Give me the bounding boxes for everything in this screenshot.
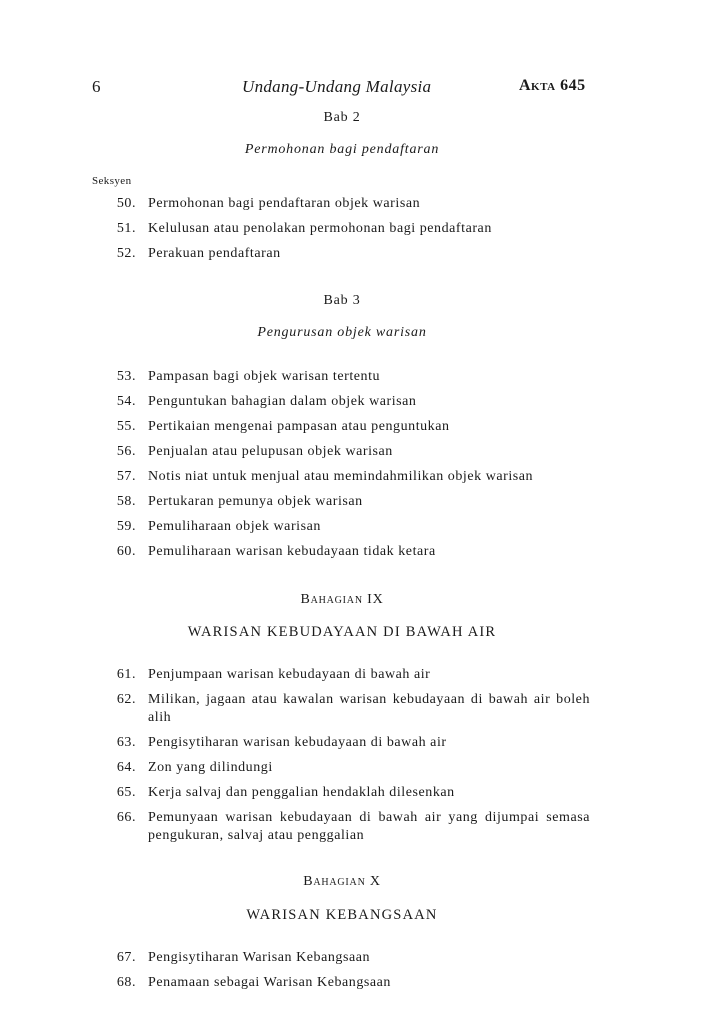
section-title: Pertikaian mengenai pampasan atau penguntukan [148,419,450,434]
section-number: 54. [116,394,136,409]
section-number: 57. [116,469,136,484]
section-number: 62. [116,692,136,707]
section-title: Penjumpaan warisan kebudayaan di bawah air [148,667,431,682]
bab-3-title: Pengurusan objek warisan [257,325,427,340]
bahagian-x-title: WARISAN KEBANGSAAN [246,907,438,923]
section-title: Perakuan pendaftaran [148,246,281,261]
header-title: Undang-Undang Malaysia [242,77,432,96]
section-title: Pemuliharaan objek warisan [148,519,321,534]
section-title: Pampasan bagi objek warisan tertentu [148,369,381,384]
bab-2-heading: Bab 2 [323,110,361,125]
section-number: 59. [116,519,136,534]
section-title: Zon yang dilindungi [148,760,273,775]
section-number: 56. [116,444,136,459]
bahagian-x-heading: Bahagian X [303,874,381,889]
section-number: 66. [116,810,136,825]
section-title: Penamaan sebagai Warisan Kebangsaan [148,975,391,990]
section-title: Pengisytiharan warisan kebudayaan di bawah air [148,735,447,750]
section-title: Pertukaran pemunya objek warisan [148,494,363,509]
section-title: Milikan, jagaan atau kawalan warisan kebudayaan di bawah air boleh alih [148,692,590,725]
bahagian-ix-title: WARISAN KEBUDAYAAN DI BAWAH AIR [187,624,497,640]
section-number: 60. [116,544,136,559]
section-number: 50. [116,196,136,211]
section-number: 53. [116,369,136,384]
section-title: Pengisytiharan Warisan Kebangsaan [148,950,371,965]
section-number: 55. [116,419,136,434]
section-title: Notis niat untuk menjual atau memindahmilikan objek warisan [148,469,534,484]
section-number: 51. [116,221,136,236]
seksyen-column-label: Seksyen [92,175,132,187]
section-title: Kerja salvaj dan penggalian hendaklah dilesenkan [148,785,455,800]
act-number: Akta 645 [519,77,586,94]
section-title: Permohonan bagi pendaftaran objek warisan [148,196,421,211]
bab-3-heading: Bab 3 [323,293,361,308]
section-title: Pemunyaan warisan kebudayaan di bawah air yang dijumpai semasa pengukuran, salvaj atau penggalian [148,810,590,843]
section-number: 65. [116,785,136,800]
page-header [92,77,592,101]
bab-2-title: Permohonan bagi pendaftaran [244,142,440,157]
section-title: Pemuliharaan warisan kebudayaan tidak ketara [148,544,436,559]
section-number: 52. [116,246,136,261]
section-number: 68. [116,975,136,990]
bahagian-ix-heading: Bahagian IX [300,592,384,607]
section-number: 64. [116,760,136,775]
section-number: 58. [116,494,136,509]
section-title: Penjualan atau pelupusan objek warisan [148,444,393,459]
section-number: 61. [116,667,136,682]
section-number: 63. [116,735,136,750]
section-number: 67. [116,950,136,965]
section-title: Kelulusan atau penolakan permohonan bagi pendaftaran [148,221,492,236]
section-title: Penguntukan bahagian dalam objek warisan [148,394,417,409]
page-number: 6 [92,77,101,96]
